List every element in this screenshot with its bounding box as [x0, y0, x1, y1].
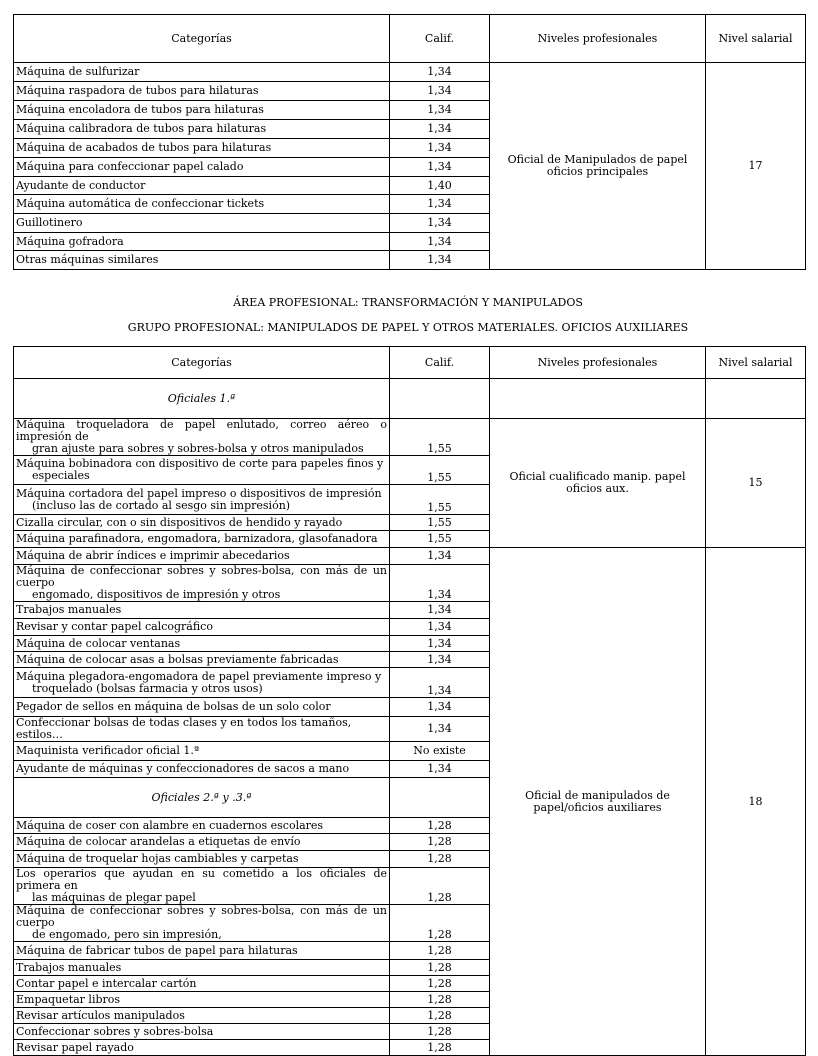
- header-categorias: Categorías: [14, 15, 390, 63]
- category-cell: Confeccionar bolsas de todas clases y en todos los tamaños, estilos…: [14, 717, 390, 742]
- category-cell: Máquina gofradora: [14, 233, 390, 251]
- category-cell: Pegador de sellos en máquina de bolsas de un solo color: [14, 698, 390, 717]
- category-cell: Máquina de colocar ventanas: [14, 636, 390, 652]
- category-cell: Los operarios que ayudan en su cometido a los oficiales de primera en las máquinas de plegar papel: [14, 868, 390, 905]
- calif-cell: 1,34: [390, 101, 490, 120]
- category-cell: Ayudante de máquinas y confeccionadores de sacos a mano: [14, 761, 390, 778]
- calif-cell: 1,34: [390, 717, 490, 742]
- calif-cell: 1,34: [390, 668, 490, 698]
- category-cell: Máquina de colocar asas a bolsas previamente fabricadas: [14, 652, 390, 668]
- calif-cell: 1,28: [390, 818, 490, 834]
- category-cell: Máquina de sulfurizar: [14, 63, 390, 82]
- category-cell: Revisar artículos manipulados: [14, 1008, 390, 1024]
- category-cell: Trabajos manuales: [14, 602, 390, 619]
- calif-cell: 1,34: [390, 233, 490, 251]
- group-heading: GRUPO PROFESIONAL: MANIPULADOS DE PAPEL Y OTROS MATERIALES. OFICIOS AUXILIARES: [127, 321, 689, 334]
- calif-cell: 1,28: [390, 851, 490, 868]
- calif-cell: 1,34: [390, 251, 490, 270]
- calif-cell: 1,34: [390, 195, 490, 214]
- category-cell: Máquina encoladora de tubos para hilaturas: [14, 101, 390, 120]
- category-cell: Máquina de abrir índices e imprimir abecedarios: [14, 548, 390, 565]
- calif-cell: 1,34: [390, 63, 490, 82]
- category-cell: Máquina plegadora-engomadora de papel previamente impreso y troquelado (bolsas farmacia y otros usos): [14, 668, 390, 698]
- calif-cell: 1,34: [390, 548, 490, 565]
- category-cell: Contar papel e intercalar cartón: [14, 976, 390, 992]
- calif-cell: 1,34: [390, 82, 490, 101]
- category-cell: Maquinista verificador oficial 1.ª: [14, 742, 390, 761]
- calif-cell: 1,28: [390, 1040, 490, 1056]
- category-cell: Máquina troqueladora de papel enlutado, correo aéreo o impresión de gran ajuste para sobres y sobres-bolsa y otros manipulados: [14, 419, 390, 456]
- calif-cell: 1,28: [390, 942, 490, 960]
- calif-cell: 1,34: [390, 120, 490, 139]
- category-cell: Confeccionar sobres y sobres-bolsa: [14, 1024, 390, 1040]
- calif-cell: 1,28: [390, 976, 490, 992]
- calif-cell: 1,34: [390, 565, 490, 602]
- calif-cell: 1,34: [390, 636, 490, 652]
- category-cell: Revisar papel rayado: [14, 1040, 390, 1056]
- professional-level-cell: Oficial de manipulados de papel/oficios auxiliares: [490, 548, 706, 1056]
- calif-cell: 1,28: [390, 905, 490, 942]
- calif-cell: 1,34: [390, 214, 490, 233]
- table-row: [14, 63, 806, 82]
- calif-cell: 1,34: [390, 602, 490, 619]
- header-niveles: Niveles profesionales: [490, 347, 706, 379]
- category-cell: Máquina de confeccionar sobres y sobres-bolsa, con más de un cuerpo de engomado, pero sin impresión,: [14, 905, 390, 942]
- calif-cell: 1,34: [390, 761, 490, 778]
- category-cell: Máquina de coser con alambre en cuadernos escolares: [14, 818, 390, 834]
- calif-cell: 1,34: [390, 619, 490, 636]
- calif-cell: 1,28: [390, 960, 490, 976]
- calif-cell: 1,28: [390, 992, 490, 1008]
- table-oficios-principales: [13, 14, 806, 270]
- calif-cell: 1,55: [390, 515, 490, 531]
- header-nivel-salarial: Nivel salarial: [706, 15, 806, 63]
- calif-cell: 1,55: [390, 419, 490, 456]
- calif-cell: 1,55: [390, 531, 490, 548]
- category-cell: Trabajos manuales: [14, 960, 390, 976]
- category-cell: Máquina automática de confeccionar tickets: [14, 195, 390, 214]
- table-row: [14, 548, 806, 565]
- header-categorias: Categorías: [14, 347, 390, 379]
- category-cell: Máquina de troquelar hojas cambiables y carpetas: [14, 851, 390, 868]
- professional-level-cell: Oficial de Manipulados de papel oficios principales: [490, 63, 706, 270]
- category-cell: Máquina cortadora del papel impreso o dispositivos de impresión (incluso las de cortado al sesgo sin impresión): [14, 485, 390, 515]
- calif-cell: 1,55: [390, 485, 490, 515]
- calif-cell: 1,28: [390, 1008, 490, 1024]
- calif-cell: 1,28: [390, 834, 490, 851]
- calif-cell: 1,28: [390, 1024, 490, 1040]
- category-cell: Otras máquinas similares: [14, 251, 390, 270]
- category-cell: Máquina de confeccionar sobres y sobres-bolsa, con más de un cuerpo engomado, dispositivos de impresión y otros: [14, 565, 390, 602]
- section-oficiales-2-3: Oficiales 2.ª y .3.ª: [14, 778, 390, 818]
- category-cell: Máquina para confeccionar papel calado: [14, 158, 390, 177]
- header-nivel-salarial: Nivel salarial: [706, 347, 806, 379]
- salary-level-cell: 17: [706, 63, 806, 270]
- salary-level-cell: 15: [706, 419, 806, 548]
- table-oficios-auxiliares: [13, 346, 806, 1056]
- category-cell: Ayudante de conductor: [14, 177, 390, 195]
- area-heading: ÁREA PROFESIONAL: TRANSFORMACIÓN Y MANIPULADOS: [233, 296, 583, 309]
- header-calif: Calif.: [390, 15, 490, 63]
- calif-cell: 1,55: [390, 456, 490, 485]
- category-cell: Revisar y contar papel calcográfico: [14, 619, 390, 636]
- calif-cell: No existe: [390, 742, 490, 761]
- salary-level-cell: 18: [706, 548, 806, 1056]
- calif-cell: 1,34: [390, 698, 490, 717]
- section-oficiales-1: Oficiales 1.ª: [14, 379, 390, 419]
- category-cell: Máquina de colocar arandelas a etiquetas de envío: [14, 834, 390, 851]
- header-calif: Calif.: [390, 347, 490, 379]
- table-row: [14, 419, 806, 456]
- calif-cell: 1,40: [390, 177, 490, 195]
- category-cell: Empaquetar libros: [14, 992, 390, 1008]
- professional-level-cell: Oficial cualificado manip. papel oficios aux.: [490, 419, 706, 548]
- section-row: [14, 379, 806, 419]
- category-cell: Máquina calibradora de tubos para hilaturas: [14, 120, 390, 139]
- calif-cell: 1,28: [390, 868, 490, 905]
- category-cell: Guillotinero: [14, 214, 390, 233]
- category-cell: Máquina parafinadora, engomadora, barnizadora, glasofanadora: [14, 531, 390, 548]
- category-cell: Máquina de acabados de tubos para hilaturas: [14, 139, 390, 158]
- category-cell: Cizalla circular, con o sin dispositivos de hendido y rayado: [14, 515, 390, 531]
- calif-cell: 1,34: [390, 158, 490, 177]
- category-cell: Máquina de fabricar tubos de papel para hilaturas: [14, 942, 390, 960]
- calif-cell: 1,34: [390, 139, 490, 158]
- category-cell: Máquina raspadora de tubos para hilaturas: [14, 82, 390, 101]
- category-cell: Máquina bobinadora con dispositivo de corte para papeles finos y especiales: [14, 456, 390, 485]
- calif-cell: 1,34: [390, 652, 490, 668]
- header-niveles: Niveles profesionales: [490, 15, 706, 63]
